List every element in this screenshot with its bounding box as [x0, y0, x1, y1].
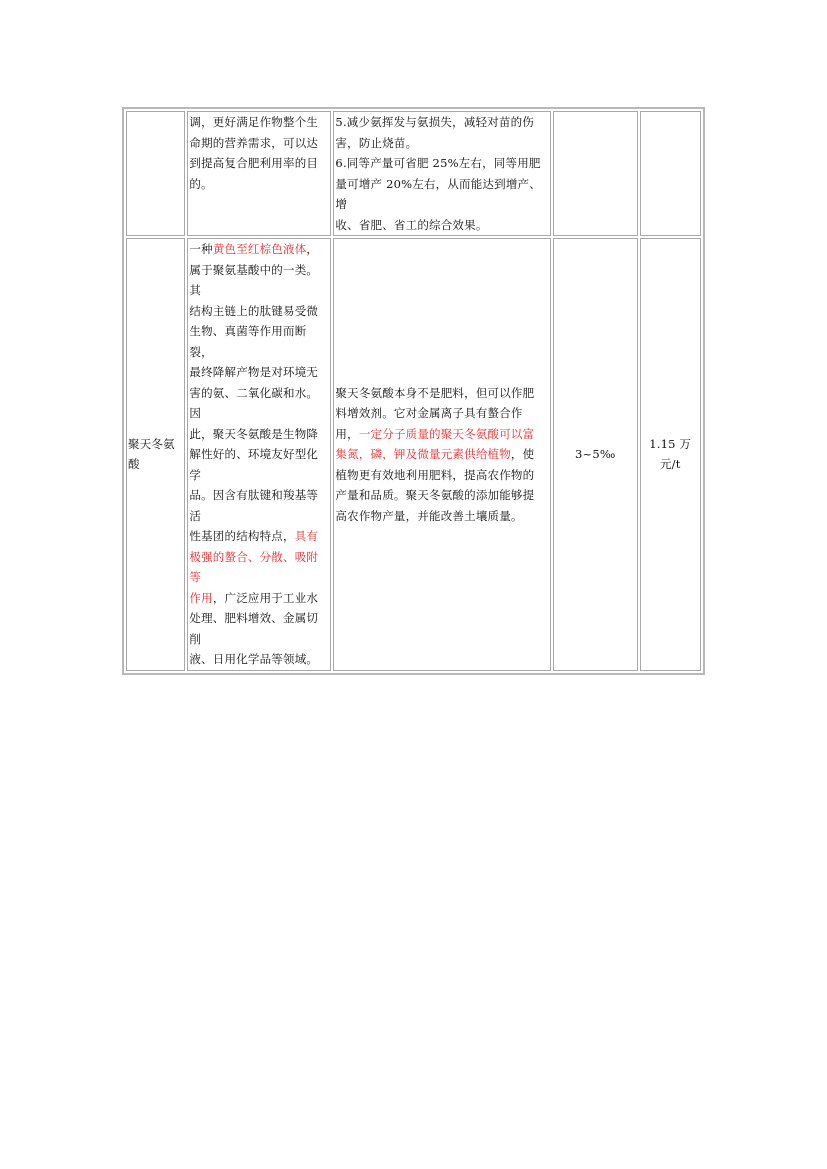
text-line: 5.减少氨挥发与氨损失，减轻对苗的伤 — [335, 115, 534, 129]
text-line: 害，防止烧苗。 — [335, 135, 418, 150]
text-line: 聚天冬氨酸本身不是肥料，但可以作肥 — [335, 385, 535, 400]
highlight-text: 具有 — [294, 529, 319, 543]
effect-cell — [333, 111, 551, 236]
text-line — [189, 588, 329, 609]
text-line: 品。因含有肽键和羧基等活 — [189, 488, 319, 523]
text-line: 产量和品质。聚天冬氨酸的添加能够提 — [335, 488, 535, 502]
text-line: 到提高复合肥利用率的目 — [189, 156, 319, 170]
text-line: 高农作物产量，并能改善土壤质量。 — [335, 508, 523, 523]
highlight-text: 一定分子质量的聚天冬氨酸可以富 — [358, 426, 535, 441]
text-line: 量可增产 20%左右，从而能达到增产、增 — [335, 176, 541, 211]
text-span: ，使 — [510, 447, 535, 461]
price-cell — [640, 238, 701, 671]
text-line: 属于聚氨基酸中的一类。其 — [189, 262, 319, 297]
table-row — [126, 111, 701, 236]
price-cell — [640, 111, 701, 236]
description-cell — [187, 238, 331, 671]
name-cell: 聚天冬氨酸 — [126, 238, 185, 671]
text-line — [335, 424, 549, 445]
text-line: 命期的营养需求，可以达 — [189, 135, 319, 150]
text-line: 植物更有效地利用肥料，提高农作物的 — [335, 467, 535, 482]
price-value: 1.15 万 — [649, 436, 692, 451]
text-span: 用， — [335, 426, 359, 441]
highlight-text: 作用 — [189, 590, 213, 605]
highlight-text: 极强的螯合、分散、吸附等 — [189, 549, 319, 584]
fertilizer-table — [122, 107, 705, 675]
text-line: 调，更好满足作物整个生 — [189, 115, 319, 129]
text-line: 处理、肥料增效、金属切削 — [189, 611, 319, 646]
dosage-cell — [553, 111, 638, 236]
text-line — [335, 444, 549, 465]
text-span: 一种 — [189, 242, 213, 256]
text-line: 害的氨、二氧化碳和水。因 — [189, 385, 319, 420]
table-row — [126, 238, 701, 671]
text-span: ， — [306, 242, 319, 256]
text-line: 此，聚天冬氨酸是生物降 — [189, 426, 319, 441]
name-cell — [126, 111, 185, 236]
text-span: 性基团的结构特点， — [189, 529, 295, 543]
effect-cell — [333, 238, 551, 671]
price-unit: 元/t — [659, 457, 681, 472]
text-line: 6.同等产量可省肥 25%左右，同等用肥 — [335, 156, 541, 170]
description-cell — [187, 111, 331, 236]
text-span: ，广泛应用于工业水 — [212, 590, 319, 605]
highlight-text: 黄色至红棕色液体 — [212, 242, 307, 256]
text-line: 生物、真菌等作用而断裂， — [189, 324, 307, 359]
text-line — [189, 239, 329, 260]
text-line: 料增效剂。它对金属离子具有螯合作 — [335, 406, 523, 420]
text-line: 液、日用化学品等领域。 — [189, 652, 319, 666]
text-line: 最终降解产物是对环境无 — [189, 365, 319, 379]
text-line — [189, 526, 329, 547]
dosage-cell: 3~5‰ — [553, 238, 638, 671]
highlight-text: 集氮，磷，钾及微量元素供给植物 — [335, 447, 511, 461]
text-line: 的。 — [189, 176, 213, 191]
text-line: 解性好的、环境友好型化学 — [189, 447, 319, 482]
text-line: 收、省肥、省工的综合效果。 — [335, 217, 488, 232]
text-line: 结构主链上的肽键易受微 — [189, 303, 319, 318]
